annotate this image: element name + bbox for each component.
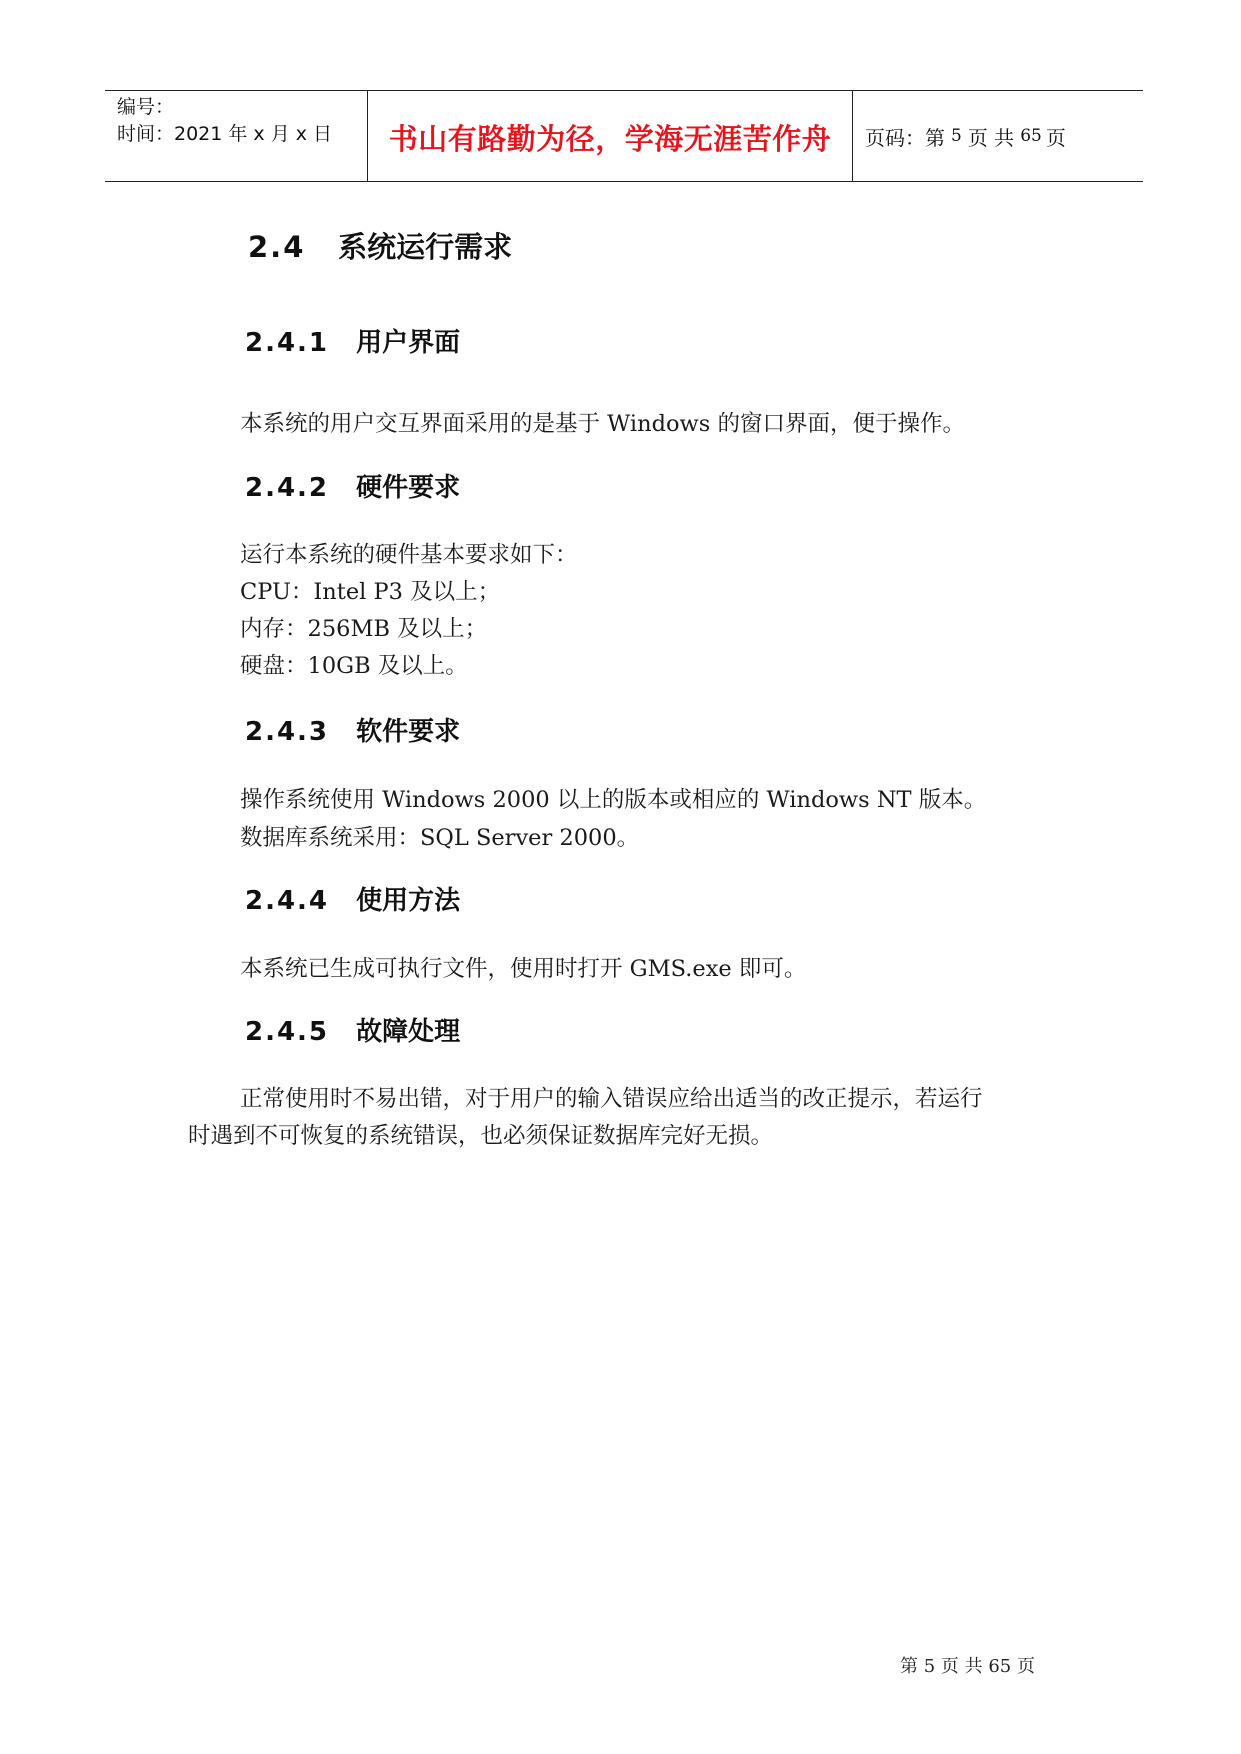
subsection-title: 使用方法 (356, 886, 461, 916)
subsection-number: 2.4.1 (245, 328, 330, 358)
section-heading (248, 225, 512, 266)
paragraph-ui: 本系统的用户交互界面采用的是基于 Windows 的窗口界面，便于操作。 (240, 411, 965, 437)
page-footer: 第 5 页 共 65 页 (900, 1656, 1035, 1677)
subsection-heading-usage (245, 880, 460, 917)
page-number: 5 (951, 126, 962, 146)
subsection-title: 用户界面 (356, 328, 461, 358)
section-title: 系统运行需求 (338, 230, 513, 264)
paragraph-hardware-cpu: CPU：Intel P3 及以上； (240, 579, 501, 605)
paragraph-fault-line1: 正常使用时不易出错，对于用户的输入错误应给出适当的改正提示，若运行 (240, 1086, 983, 1112)
subsection-title: 硬件要求 (356, 473, 461, 503)
subsection-title: 故障处理 (356, 1017, 461, 1047)
paragraph-hardware-memory: 内存：256MB 及以上； (240, 616, 488, 642)
subsection-number: 2.4.3 (245, 717, 330, 747)
paragraph-software-os: 操作系统使用 Windows 2000 以上的版本或相应的 Windows NT 版本。 (240, 787, 987, 813)
page-header-table (105, 90, 1143, 182)
header-page-cell (853, 91, 1143, 181)
subsection-heading-software (245, 711, 460, 748)
subsection-heading-fault (245, 1011, 460, 1048)
paragraph-hardware-disk: 硬盘：10GB 及以上。 (240, 653, 468, 679)
page-mid: 页 共 (967, 125, 1015, 150)
header-meta-cell (105, 91, 368, 181)
paragraph-hardware-intro: 运行本系统的硬件基本要求如下： (240, 542, 578, 568)
page-prefix: 页码：第 (865, 125, 945, 150)
section-number: 2.4 (248, 230, 306, 264)
subsection-number: 2.4.5 (245, 1017, 330, 1047)
subsection-number: 2.4.4 (245, 886, 330, 916)
paragraph-usage: 本系统已生成可执行文件，使用时打开 GMS.exe 即可。 (240, 956, 807, 982)
subsection-title: 软件要求 (356, 717, 461, 747)
page-suffix: 页 (1045, 125, 1066, 150)
motto-text: 书山有路勤为径，学海无涯苦作舟 (388, 121, 832, 156)
subsection-number: 2.4.2 (245, 473, 330, 503)
page-total: 65 (1020, 126, 1042, 146)
serial-number-label: 编号： (117, 96, 175, 118)
paragraph-fault-line2: 时遇到不可恢复的系统错误，也必须保证数据库完好无损。 (188, 1123, 774, 1149)
subsection-heading-ui (245, 322, 460, 359)
subsection-heading-hardware (245, 467, 460, 504)
header-motto-cell (368, 91, 853, 181)
date-text: 时间：2021 年 x 月 x 日 (117, 123, 333, 145)
paragraph-software-db: 数据库系统采用：SQL Server 2000。 (240, 825, 640, 851)
